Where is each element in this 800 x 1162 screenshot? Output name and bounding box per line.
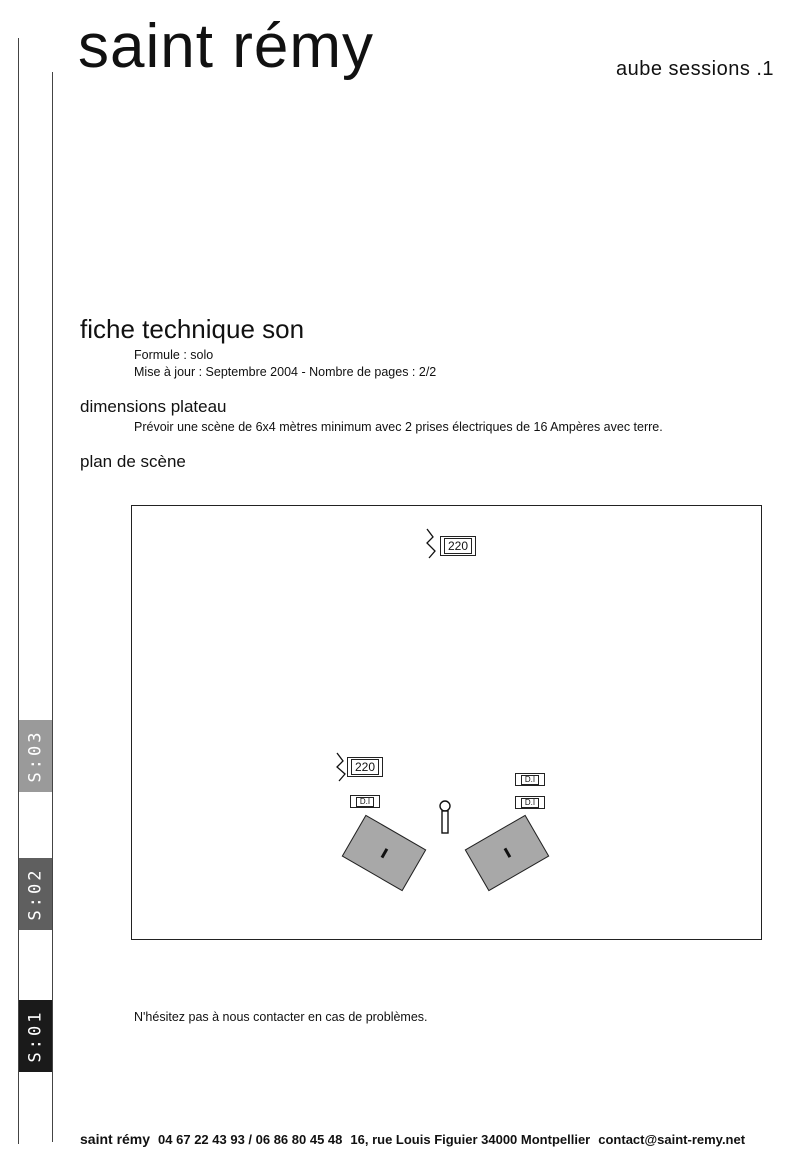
dimensions-text: Prévoir une scène de 6x4 mètres minimum avec 2 prises électriques de 16 Ampères avec terre.: [134, 420, 663, 434]
di-label: D.I: [521, 798, 539, 808]
di-box-right-top: [515, 773, 545, 786]
session-label: [616, 58, 774, 81]
plan-heading: plan de scène: [80, 452, 186, 471]
dimensions-heading: dimensions plateau: [80, 397, 227, 416]
rail-block-label: S:01: [25, 1009, 46, 1063]
di-box-right-bottom: [515, 796, 545, 809]
contact-note: N'hésitez pas à nous contacter en cas de problèmes.: [134, 1010, 428, 1024]
di-label: D.I: [356, 797, 374, 807]
power-outlet-left: [347, 757, 383, 777]
power-outlet-label: 220: [444, 538, 472, 554]
footer: [80, 1131, 753, 1147]
di-box-left: [350, 795, 380, 808]
amplifier-mark: [503, 848, 511, 858]
stage-plan: [131, 505, 762, 940]
rail-block-s02: [19, 858, 52, 930]
session-name: aube sessions: [616, 58, 751, 80]
session-number: .1: [756, 58, 775, 80]
brand-title: saint rémy: [78, 12, 374, 81]
rail-block-s01: [19, 1000, 52, 1072]
document-title: fiche technique son: [80, 314, 305, 344]
power-outlet-top: [440, 536, 476, 556]
power-bolt-icon: [334, 752, 348, 782]
amplifier-mark: [380, 848, 388, 858]
rail-line-outer: [18, 38, 19, 1144]
formule-line: Formule : solo: [134, 348, 214, 362]
footer-address: 16, rue Louis Figuier 34000 Montpellier: [350, 1132, 591, 1147]
update-line: Mise à jour : Septembre 2004 - Nombre de pages : 2/2: [134, 365, 437, 379]
amplifier-left: [342, 815, 427, 892]
microphone-icon: [438, 800, 452, 836]
rail-line-inner: [52, 72, 53, 1142]
footer-email[interactable]: contact@saint-remy.net: [598, 1132, 746, 1147]
footer-phones: 04 67 22 43 93 / 06 86 80 45 48: [158, 1132, 343, 1147]
rail-block-label: S:03: [25, 729, 46, 783]
rail-block-label: S:02: [25, 867, 46, 921]
power-outlet-label: 220: [351, 759, 379, 775]
amplifier-right: [465, 815, 550, 892]
power-bolt-icon: [424, 528, 438, 560]
di-label: D.I: [521, 775, 539, 785]
rail-block-s03: [19, 720, 52, 792]
footer-name: saint rémy: [80, 1131, 151, 1147]
